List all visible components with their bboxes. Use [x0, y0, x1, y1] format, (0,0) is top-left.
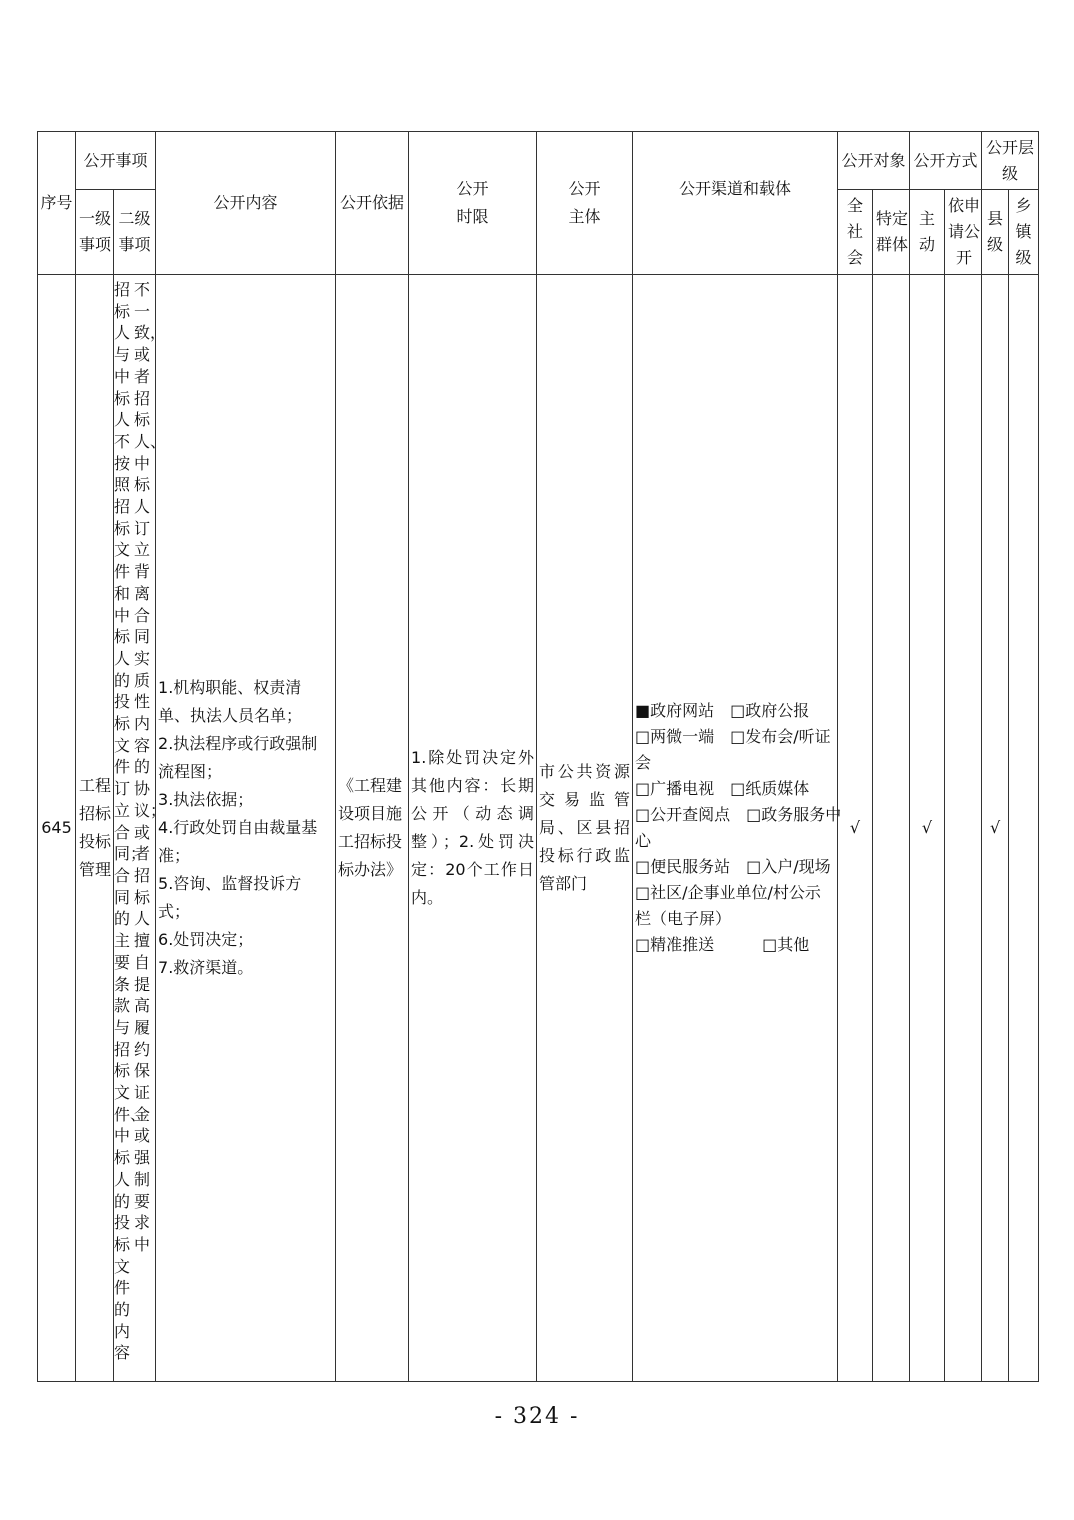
row-time-limit: 1.除处罚决定外其他内容：长期公开（动态调整）；2.处罚决定：20个工作日内。 — [409, 275, 537, 1382]
row-basis: 《工程建设项目施工招标投标办法》 — [336, 275, 409, 1382]
channel-item: □精准推送 □其他 — [635, 935, 810, 954]
content-item: 2.执法程序或行政强制流程图； — [158, 734, 318, 781]
row-method-request — [945, 275, 982, 1382]
content-item: 1.机构职能、权责清单、执法人员名单； — [158, 678, 303, 725]
row-seq: 645 — [38, 275, 76, 1382]
content-item: 3.执法依据； — [158, 790, 254, 809]
channel-item: 栏（电子屏） — [635, 909, 732, 928]
header-method: 公开方式 — [910, 132, 982, 190]
header-audience: 公开对象 — [838, 132, 910, 190]
row-tier-town — [1009, 275, 1039, 1382]
channel-item: □广播电视 □纸质媒体 — [635, 779, 810, 798]
header-audience-specific: 特定群体 — [873, 190, 910, 275]
content-item: 5.咨询、监督投诉方式； — [158, 874, 302, 921]
header-audience-all: 全社会 — [838, 190, 873, 275]
row-tier-county: √ — [982, 275, 1009, 1382]
channel-item: □两微一端 □发布会/听证 — [635, 727, 831, 746]
header-level2: 二级事项 — [114, 190, 156, 275]
header-subject: 公开主体 — [537, 132, 633, 275]
row-audience-specific — [873, 275, 910, 1382]
header-method-active: 主动 — [910, 190, 945, 275]
page-number: - 324 - — [494, 1404, 580, 1429]
disclosure-table — [37, 131, 1039, 1382]
header-seq: 序号 — [38, 132, 76, 275]
row-level1: 工程招标投标管理 — [76, 275, 114, 1382]
row-subject: 市公共资源交易监管局、区县招投标行政监管部门 — [537, 275, 633, 1382]
header-level1: 一级事项 — [76, 190, 114, 275]
header-tier-town: 乡镇级 — [1009, 190, 1039, 275]
row-level2: 招标人与中标人不按照招标文件和中标人的投标文件订立合同；合同的主要条款与招标文件、中标人的投标文件的内容不一致，或者招标人、中标人订立背离合同实质性内容的协议；或者招标人擅自提高履约保证金或强制要求中 — [114, 275, 156, 1382]
channel-item: 心 — [635, 831, 652, 850]
channel-item: □社区/企事业单位/村公示 — [635, 883, 821, 902]
channel-item: 会 — [635, 753, 652, 772]
header-matters: 公开事项 — [76, 132, 156, 190]
row-content — [156, 275, 336, 1382]
header-tier: 公开层级 — [982, 132, 1039, 190]
header-method-request: 依申请公开 — [945, 190, 982, 275]
content-item: 6.处罚决定； — [158, 930, 254, 949]
header-tier-county: 县级 — [982, 190, 1009, 275]
header-time-limit: 公开时限 — [409, 132, 537, 275]
header-content: 公开内容 — [156, 132, 336, 275]
row-audience-all: √ — [838, 275, 873, 1382]
header-basis: 公开依据 — [336, 132, 409, 275]
channel-item: ■政府网站 □政府公报 — [635, 701, 810, 720]
channel-item: □公开查阅点 □政务服务中 — [635, 805, 842, 824]
header-channel: 公开渠道和载体 — [633, 132, 838, 275]
channel-item: □便民服务站 □入户/现场 — [635, 857, 831, 876]
row-method-active: √ — [910, 275, 945, 1382]
row-channel — [633, 275, 842, 1382]
content-item: 4.行政处罚自由裁量基准； — [158, 818, 318, 865]
content-item: 7.救济渠道。 — [158, 958, 254, 977]
